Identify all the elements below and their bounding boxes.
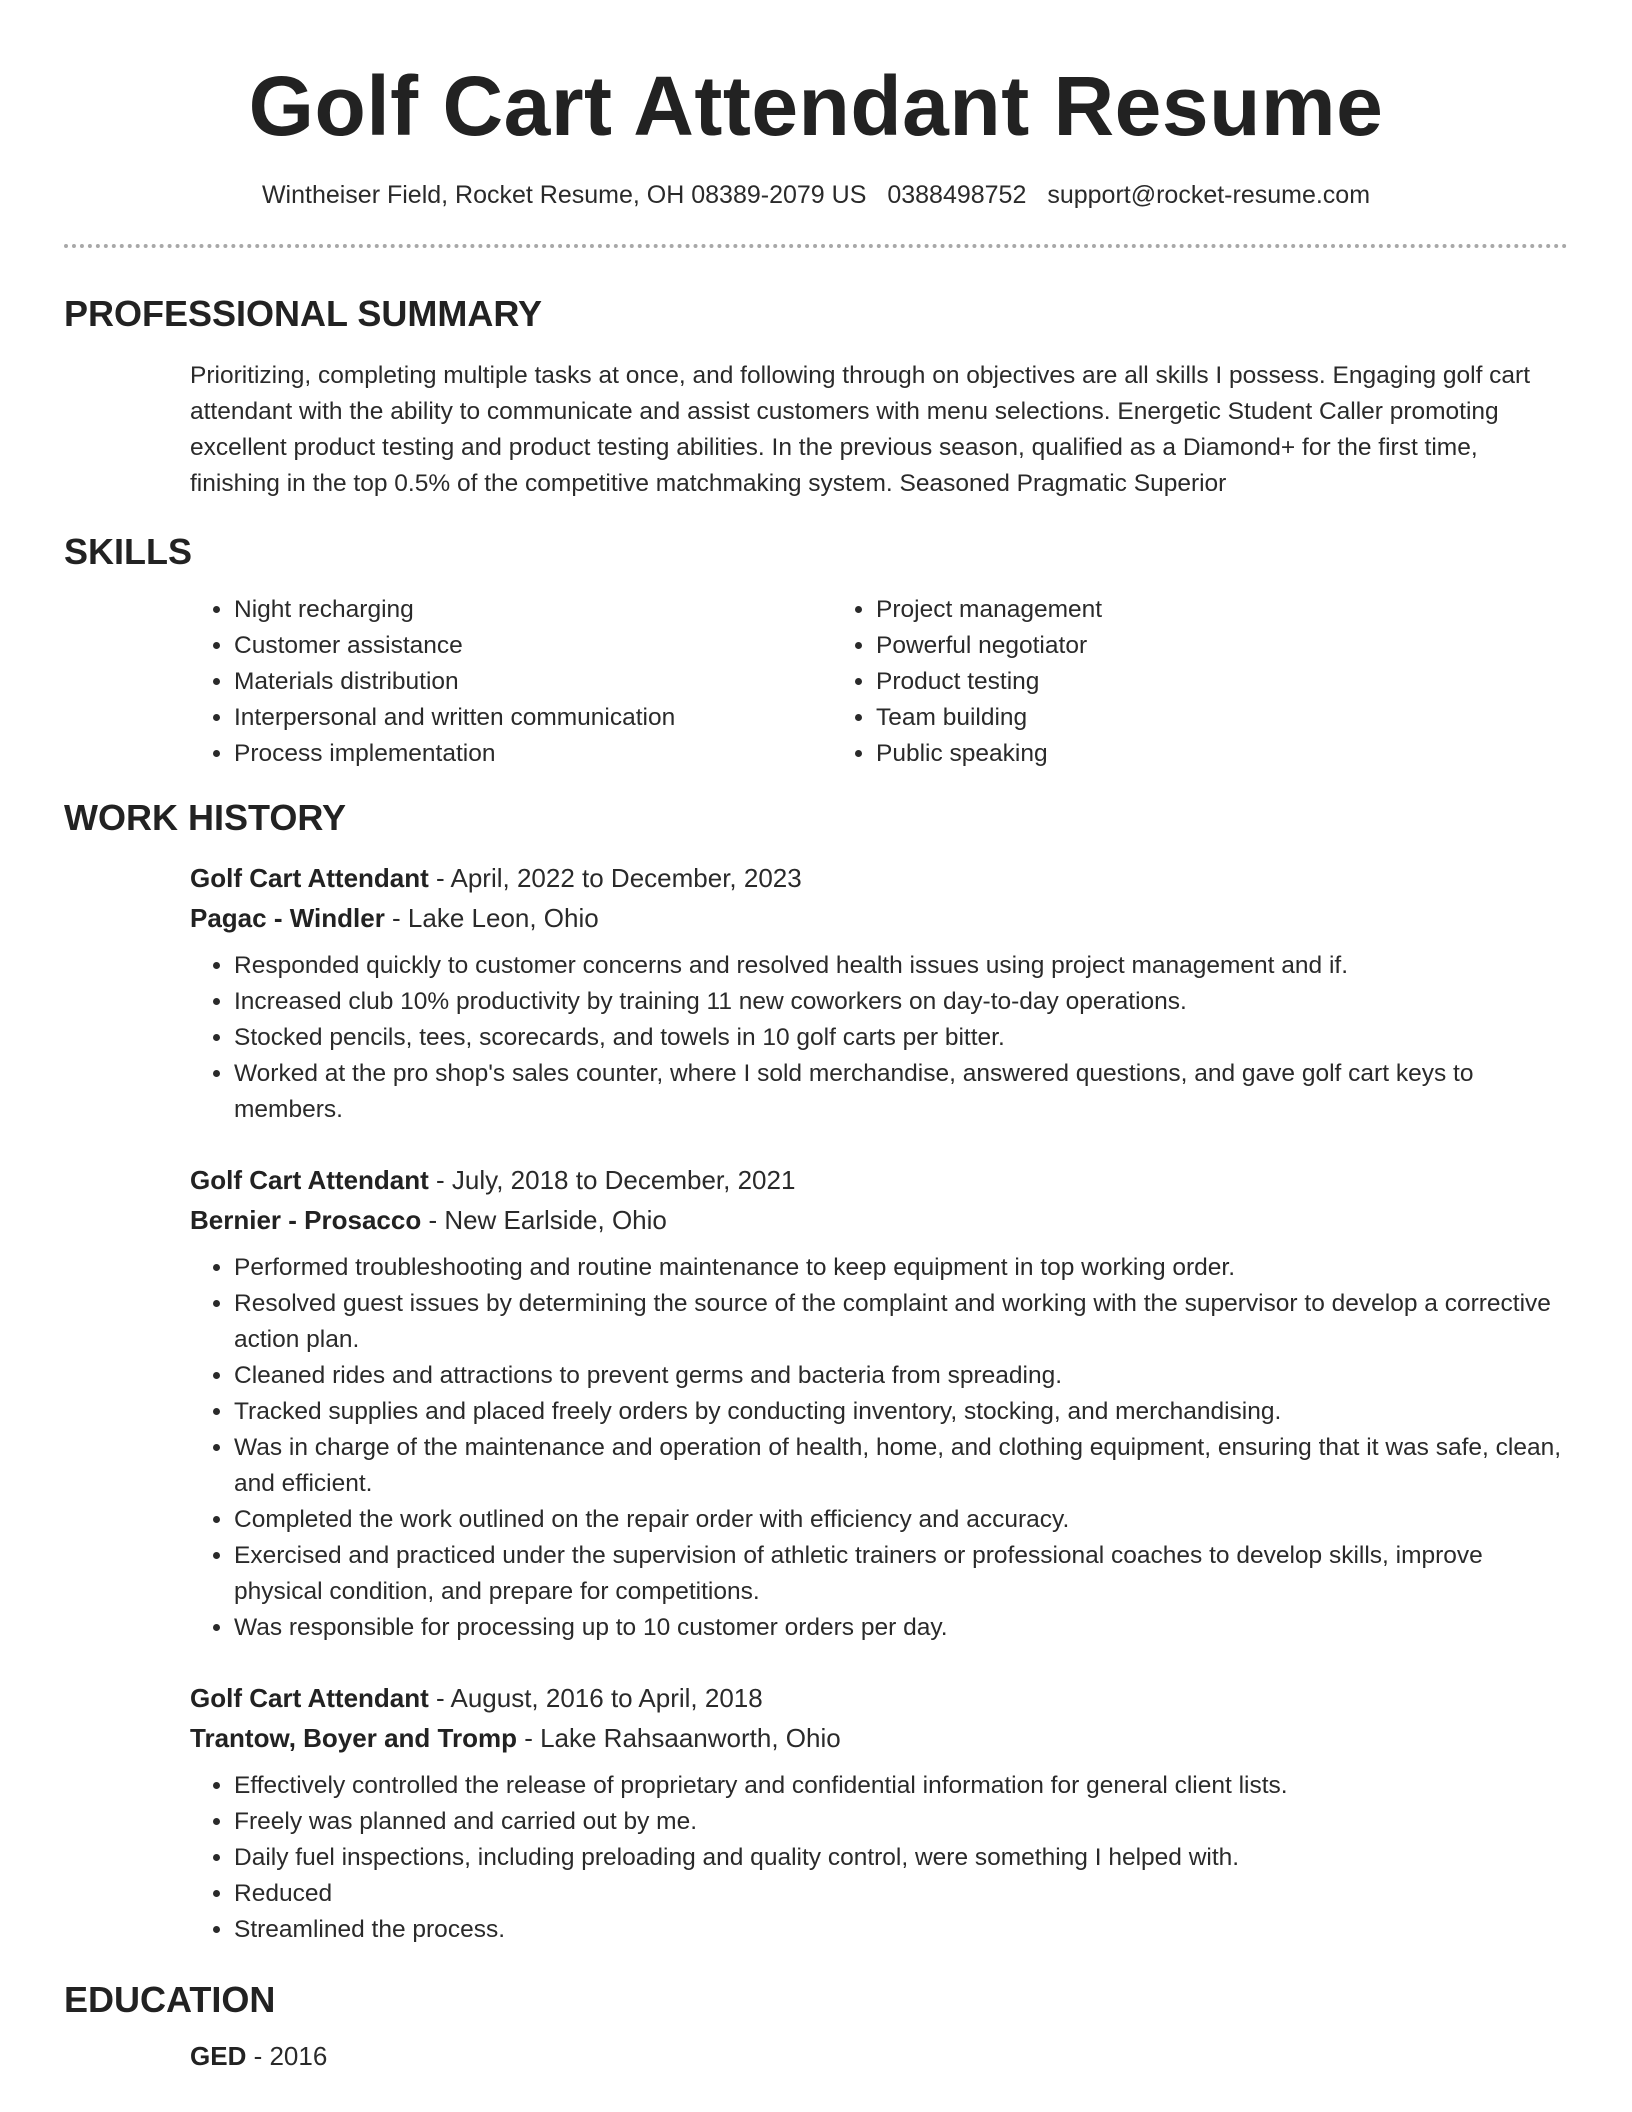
job-bullet: • Responded quickly to customer concerns and resolved health issues using project management and if. [234, 948, 1568, 984]
job-title-line [190, 1160, 1568, 1200]
job-bullet: • Effectively controlled the release of proprietary and confidential information for general client lists. [234, 1768, 1568, 1804]
skill-item: • Process implementation [234, 736, 826, 772]
job-entry [190, 858, 1568, 1128]
job-bullet: • Resolved guest issues by determining the source of the complaint and working with the supervisor to develop a corrective action plan. [234, 1286, 1568, 1358]
skill-item: • Team building [876, 700, 1462, 736]
contact-email: support@rocket-resume.com [1047, 181, 1371, 209]
summary-section [64, 292, 1568, 502]
header-divider [64, 244, 1568, 248]
education-section [64, 1978, 1568, 2076]
skill-item: • Project management [876, 592, 1462, 628]
job-location: - Lake Rahsaanworth, Ohio [516, 1723, 841, 1753]
job-bullet: • Daily fuel inspections, including preloading and quality control, were something I helped with. [234, 1840, 1568, 1876]
skills-list-right [826, 592, 1462, 772]
education-heading: EDUCATION [64, 1979, 276, 2020]
skill-item: • Product testing [876, 664, 1462, 700]
job-entry [190, 1678, 1568, 1948]
skill-item: • Materials distribution [234, 664, 826, 700]
job-dates: - August, 2016 to April, 2018 [428, 1683, 763, 1713]
skills-list-left [190, 592, 826, 772]
job-bullet: • Worked at the pro shop's sales counter, where I sold merchandise, answered questions, and gave golf cart keys to members. [234, 1056, 1568, 1128]
job-company-line [190, 1718, 1568, 1758]
work-heading: WORK HISTORY [64, 797, 347, 838]
job-bullet: • Reduced [234, 1876, 1568, 1912]
summary-text: Prioritizing, completing multiple tasks at once, and following through on objectives are all skills I possess. Engaging golf cart attendant with the ability to communicate and assist customers with menu selections. Energetic Student Caller promoting excellent product testing and product testing abilities. In the previous season, qualified as a Diamond+ for the first time, finishing in the top 0.5% of the competitive matchmaking system. Seasoned Pragmatic Superior [190, 362, 1531, 497]
job-title: Golf Cart Attendant [190, 1683, 429, 1713]
job-company-line [190, 898, 1568, 938]
education-year: - 2016 [246, 2041, 328, 2071]
job-location: - New Earlside, Ohio [421, 1205, 667, 1235]
skill-item: • Customer assistance [234, 628, 826, 664]
summary-heading: PROFESSIONAL SUMMARY [64, 293, 543, 334]
page-title: Golf Cart Attendant Resume [248, 59, 1384, 153]
job-title: Golf Cart Attendant [190, 863, 429, 893]
contact-address: Wintheiser Field, Rocket Resume, OH 08389-2079 US [261, 181, 867, 209]
skill-item: • Night recharging [234, 592, 826, 628]
skills-section [64, 530, 1568, 772]
job-company: Pagac - Windler [190, 903, 385, 933]
job-title: Golf Cart Attendant [190, 1165, 429, 1195]
job-bullet: • Cleaned rides and attractions to prevent germs and bacteria from spreading. [234, 1358, 1568, 1394]
work-history-section [64, 796, 1568, 1948]
job-bullet: • Stocked pencils, tees, scorecards, and towels in 10 golf carts per bitter. [234, 1020, 1568, 1056]
job-dates: - July, 2018 to December, 2021 [428, 1165, 796, 1195]
job-location: - Lake Leon, Ohio [384, 903, 599, 933]
contact-line [64, 178, 1568, 212]
job-entry [190, 1160, 1568, 1646]
job-dates: - April, 2022 to December, 2023 [428, 863, 802, 893]
job-bullet: • Freely was planned and carried out by me. [234, 1804, 1568, 1840]
job-bullet: • Was in charge of the maintenance and operation of health, home, and clothing equipment, ensuring that it was safe, clean, and efficient. [234, 1430, 1568, 1502]
job-bullet: • Exercised and practiced under the supervision of athletic trainers or professional coaches to develop skills, improve physical condition, and prepare for competitions. [234, 1538, 1568, 1610]
job-title-line [190, 1678, 1568, 1718]
job-bullets [190, 1250, 1568, 1646]
job-bullet: • Was responsible for processing up to 10 customer orders per day. [234, 1610, 1568, 1646]
job-bullet: • Tracked supplies and placed freely orders by conducting inventory, stocking, and merchandising. [234, 1394, 1568, 1430]
job-bullet: • Streamlined the process. [234, 1912, 1568, 1948]
job-bullets [190, 948, 1568, 1128]
skills-columns [190, 592, 1568, 772]
contact-phone: 0388498752 [887, 181, 1027, 209]
job-bullet: • Completed the work outlined on the repair order with efficiency and accuracy. [234, 1502, 1568, 1538]
job-bullet: • Performed troubleshooting and routine maintenance to keep equipment in top working order. [234, 1250, 1568, 1286]
education-degree: GED [190, 2041, 247, 2071]
skill-item: • Interpersonal and written communication [234, 700, 826, 736]
job-company: Trantow, Boyer and Tromp [190, 1723, 517, 1753]
job-company: Bernier - Prosacco [190, 1205, 422, 1235]
skill-item: • Public speaking [876, 736, 1462, 772]
job-bullets [190, 1768, 1568, 1948]
job-bullet: • Increased club 10% productivity by training 11 new coworkers on day-to-day operations. [234, 984, 1568, 1020]
job-title-line [190, 858, 1568, 898]
job-company-line [190, 1200, 1568, 1240]
education-entry [190, 2036, 1568, 2076]
skill-item: • Powerful negotiator [876, 628, 1462, 664]
skills-heading: SKILLS [64, 531, 193, 572]
